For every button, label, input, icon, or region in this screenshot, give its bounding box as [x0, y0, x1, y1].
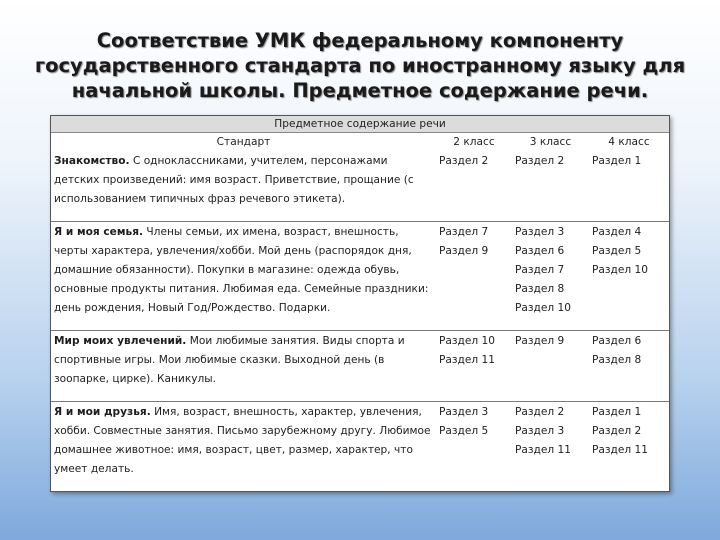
section-ref: Раздел 10	[592, 264, 648, 276]
section-ref: Раздел 4	[592, 226, 642, 238]
grade-3-cell	[512, 151, 589, 222]
header-grade-3: 3 класс	[529, 136, 572, 148]
standard-cell	[51, 222, 436, 331]
topic-label: Мир моих увлечений.	[54, 335, 187, 347]
section-ref: Раздел 2	[515, 155, 565, 167]
standard-cell	[51, 402, 436, 492]
section-ref: Раздел 2	[592, 425, 642, 437]
grade-4-cell	[589, 331, 669, 402]
section-ref: Раздел 9	[515, 335, 565, 347]
section-ref: Раздел 2	[515, 406, 565, 418]
header-grade-2: 2 класс	[453, 136, 495, 148]
topic-label: Знакомство.	[54, 155, 130, 167]
grade-4-cell	[589, 402, 669, 492]
section-ref: Раздел 6	[592, 335, 642, 347]
grade-2-cell	[436, 222, 512, 331]
grade-4-cell	[589, 222, 669, 331]
grade-2-cell	[436, 331, 512, 402]
group-header: Предметное содержание речи	[51, 116, 669, 133]
section-ref: Раздел 5	[439, 425, 489, 437]
topic-label: Я и мои друзья.	[54, 406, 151, 418]
section-ref: Раздел 11	[439, 354, 495, 366]
grade-2-cell	[436, 151, 512, 222]
grade-4-cell	[589, 151, 669, 222]
topic-text: Мои любимые занятия. Виды спорта и спортивные игры. Мои любимые сказки. Выходной день (в зоопарке, цирке). Каникулы.	[54, 335, 405, 385]
table-row	[51, 331, 669, 402]
section-ref: Раздел 2	[439, 155, 489, 167]
table-row	[51, 222, 669, 331]
section-ref: Раздел 3	[515, 425, 565, 437]
topic-text: С одноклассниками, учителем, персонажами детских произведений: имя возраст. Приветствие, прощание (с использованием типичных фраз речевого этикета).	[54, 155, 414, 205]
section-ref: Раздел 6	[515, 245, 565, 257]
content-table	[50, 115, 670, 492]
section-ref: Раздел 8	[515, 283, 565, 295]
header-grade-4: 4 класс	[608, 136, 650, 148]
standard-cell	[51, 331, 436, 402]
section-ref: Раздел 1	[592, 155, 642, 167]
section-ref: Раздел 8	[592, 354, 642, 366]
section-ref: Раздел 3	[439, 406, 489, 418]
section-ref: Раздел 10	[439, 335, 495, 347]
section-ref: Раздел 9	[439, 245, 489, 257]
section-ref: Раздел 5	[592, 245, 642, 257]
table-row	[51, 151, 669, 222]
grade-3-cell	[512, 402, 589, 492]
section-ref: Раздел 11	[592, 444, 648, 456]
section-ref: Раздел 3	[515, 226, 565, 238]
slide-title: Соответствие УМК федеральному компоненту государственного стандарта по иностранному языку для начальной школы. Предметное содержание речи.	[34, 29, 686, 102]
section-ref: Раздел 7	[515, 264, 565, 276]
topic-text: Имя, возраст, внешность, характер, увлечения, хобби. Совместные занятия. Письмо зарубежному другу. Любимое домашнее животное: имя, возраст, цвет, размер, характер, что умеет делать.	[54, 406, 431, 475]
section-ref: Раздел 7	[439, 226, 489, 238]
grade-2-cell	[436, 402, 512, 492]
header-standard: Стандарт	[216, 136, 271, 148]
section-ref: Раздел 11	[515, 444, 571, 456]
grade-3-cell	[512, 222, 589, 331]
section-ref: Раздел 10	[515, 302, 571, 314]
standard-cell	[51, 151, 436, 222]
grade-3-cell	[512, 331, 589, 402]
topic-label: Я и моя семья.	[54, 226, 144, 238]
section-ref: Раздел 1	[592, 406, 642, 418]
topic-text: Члены семьи, их имена, возраст, внешность, черты характера, увлечения/хобби. Мой день (распорядок дня, домашние обязанности). Покупки в магазине: одежда обувь, основные продукты питания. Любимая еда. Семейные праздники: день рождения, Новый Год/Рождество. Подарки.	[54, 226, 429, 314]
table-row	[51, 402, 669, 492]
